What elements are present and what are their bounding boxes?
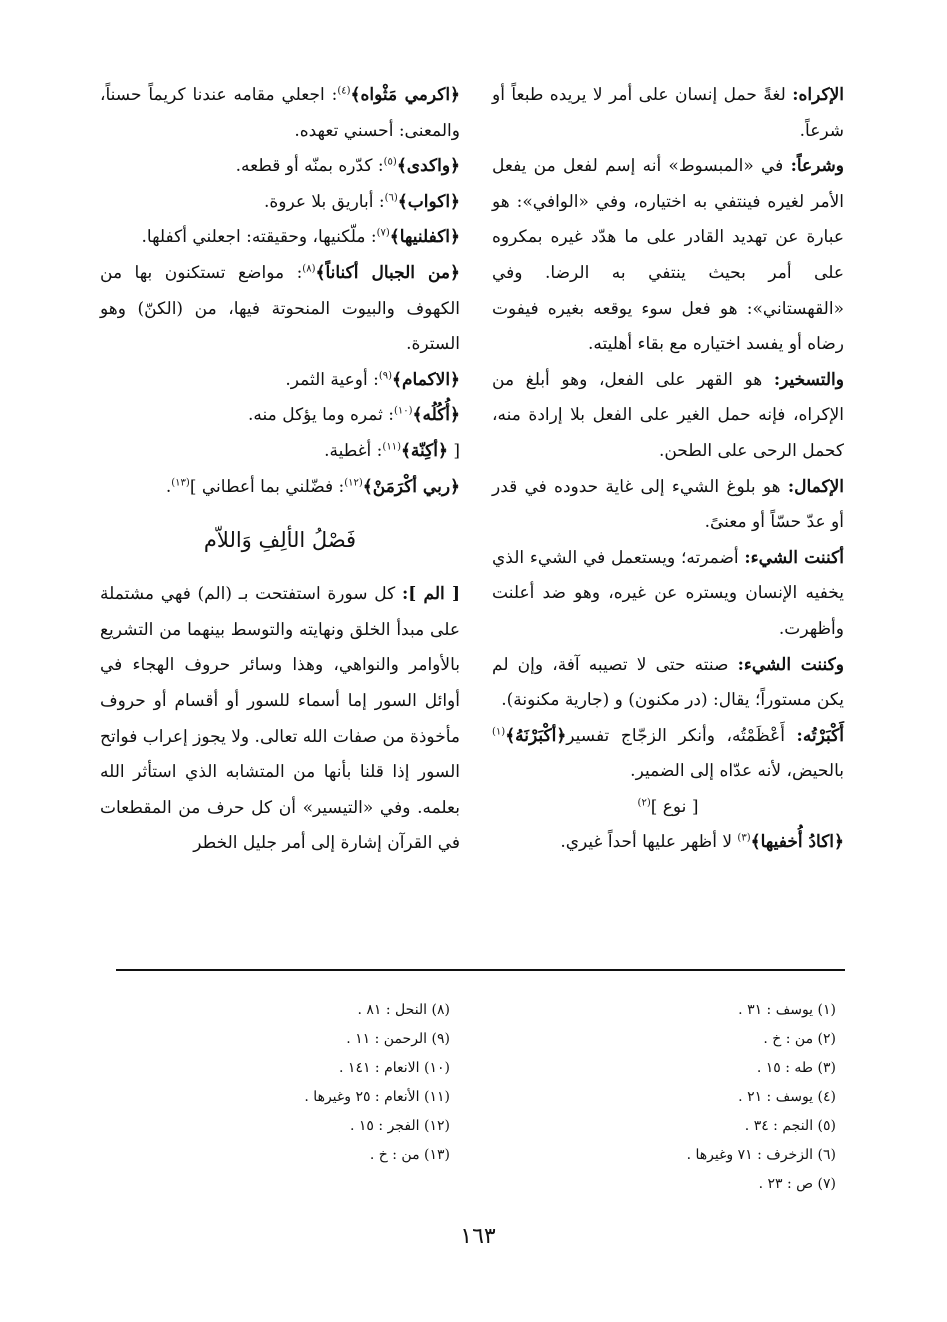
entry-text: : ملّكنيها، وحقيقته: اجعلني أكفلها.	[141, 227, 377, 248]
entry-term: أكننت الشيء:	[744, 547, 844, 568]
entry-text: : أغطية.	[324, 440, 383, 461]
entry-text: هو بلوغ الشيء إلى غاية حدوده في قدر أو عدّ حسّاً أو معنىً.	[492, 476, 844, 533]
entry-text: في «المبسوط» أنه إسم لفعل من يفعل الأمر لغيره فينتفي به اختياره، وفي «الوافي»: هو عبارة عن تهديد القادر على ما هدّد غيره بمكروه على أمر بحيث ينتفي به الرضا. وفي «القهستاني»: هو فعل سوء يوقعه بغيره فيفوت رضاه أو يفسد اختياره مع بقاء أهليته.	[492, 156, 844, 355]
entry	[492, 363, 844, 470]
entry-term: وشرعاً:	[790, 156, 844, 177]
left-column	[100, 78, 460, 862]
footnote-ref: (٩)	[378, 370, 393, 382]
footnote: (٧) ص : ٢٣ .	[758, 1176, 836, 1192]
quran-quote: ﴿أكِنّة﴾	[400, 440, 448, 461]
entry	[492, 790, 844, 826]
entry	[100, 149, 460, 185]
footnote: (١١) الأنعام : ٢٥ وغيرها .	[304, 1089, 450, 1105]
entry-text: : أباريق بلا عروة.	[263, 191, 385, 212]
footnote-ref: (١٠)	[393, 405, 413, 417]
footnote: (٣) طه : ١٥ .	[756, 1060, 836, 1076]
footnote: (٥) النجم : ٣٤ .	[744, 1118, 836, 1134]
footnote-ref: (١٣)	[171, 476, 190, 488]
entry-text: لا أظهر عليها أحداً غيري.	[560, 832, 738, 853]
entry-term: وكننت الشيء:	[737, 654, 844, 675]
quran-quote: ﴿أكْبَرْنَهُ﴾	[505, 725, 567, 746]
footnote-ref: (٦)	[384, 192, 398, 204]
footnote: (٤) يوسف : ٢١ .	[738, 1089, 836, 1105]
footnote: (٢) من : خ .	[763, 1031, 836, 1047]
entry	[492, 719, 844, 790]
entry-text: صنته حتى لا تصيبه آفة، وإن لم يكن مستوراً؛ يقال: (در مكنون) و (جارية مكنونة).	[492, 654, 844, 711]
entry	[100, 470, 460, 506]
footnote-ref: (٣)	[737, 832, 751, 844]
entry-term: [ الم ]:	[401, 584, 461, 605]
footnote-ref: (٧)	[376, 227, 390, 239]
entry-text: : أوعية الثمر.	[285, 369, 379, 390]
quran-quote: ﴿أُكُلُه﴾	[412, 405, 460, 426]
entry-text: أَعْظَمْتُه، وأنكر الزجّاج تفسير	[566, 725, 797, 746]
quran-quote: ﴿اكرمي مَثْواه﴾	[350, 85, 461, 105]
entry	[492, 648, 844, 719]
entry	[492, 149, 844, 363]
entry-text: : فضّلني بما أعطاني ]	[189, 476, 345, 497]
entry-text: .	[165, 476, 172, 497]
quran-quote: ﴿من الجبال أكناناً﴾	[315, 262, 460, 283]
footnotes-left	[150, 996, 450, 1170]
footnote-ref: (٤)	[337, 85, 351, 97]
entry	[100, 434, 460, 470]
entry-term: الإكمال:	[787, 476, 844, 497]
section-title: فَصْلُ الألِفِ وَاللاّم	[203, 528, 357, 553]
entry-text: : اجعلي مقامه عندنا كريماً حسناً، والمعنى: أحسني تعهده.	[100, 85, 460, 141]
right-column	[492, 78, 844, 861]
entry-text: بالحيض، لأنه عدّاه إلى الضمير.	[630, 761, 844, 782]
entry	[492, 825, 844, 861]
footnote: (١٢) الفجر : ١٥ .	[350, 1118, 450, 1134]
footnotes-right	[560, 996, 836, 1199]
entry	[100, 220, 460, 256]
footnote-ref: (٢)	[637, 797, 651, 809]
footnote-ref: (١٢)	[344, 476, 363, 488]
entry	[492, 78, 844, 149]
entry-text: : مواضع تستكنون بها من الكهوف والبيوت المنحوتة فيها، من (الكنّ) وهو السترة.	[100, 262, 460, 355]
quran-quote: ﴿ربي أكْرَمَنْ﴾	[362, 476, 460, 497]
footnote-ref: (٨)	[302, 263, 316, 275]
entry-bracket: [	[447, 440, 460, 461]
footnote: (٦) الزخرف : ٧١ وغيرها .	[686, 1147, 836, 1163]
entry-text: كل سورة استفتحت بـ (الم) فهي مشتملة على مبدأ الخلق ونهايته والتوسط بينهما من التشريع بالأوامر والنواهي، وهذا وسائر حروف الهجاء في أوائل السور إما أسماء للسور أو أقسام أو حروف مأخوذة من صفات الله تعالى. ولا يجوز إعراب فواتح السور إذا قلنا بأنها من المتشابه الذي استأثر الله بعلمه. وفي «التيسير» أن كل حرف من المقطعات في القرآن إشارة إلى أمر جليل الخطر	[100, 584, 460, 854]
footnote: (١٣) من : خ .	[369, 1147, 450, 1163]
entry-text: أضمرته؛ ويستعمل في الشيء الذي يخفيه الإنسان ويستره عن غيره، وهو ضد أعلنت وأظهرت.	[492, 547, 844, 639]
quran-quote: ﴿الاكمام﴾	[392, 369, 460, 390]
entry	[100, 78, 460, 149]
entry-term: والتسخير:	[773, 369, 844, 390]
entry-term: أَكْبَرْتُه:	[796, 725, 844, 746]
footnote: (٨) النحل : ٨١ .	[357, 1002, 450, 1018]
entry	[100, 363, 460, 399]
entry-text: : ثمره وما يؤكل منه.	[248, 405, 394, 426]
footnote: (٩) الرحمن : ١١ .	[346, 1031, 450, 1047]
entry	[100, 185, 460, 221]
footnote-ref: (٥)	[383, 156, 397, 168]
quran-quote: ﴿واكدى﴾	[396, 156, 460, 177]
left-column-continuation	[100, 577, 460, 862]
entry	[492, 470, 844, 541]
footnote-separator	[116, 969, 845, 971]
entry	[100, 577, 460, 862]
footnote: (١٠) الانعام : ١٤١ .	[339, 1060, 450, 1076]
footnote: (١) يوسف : ٣١ .	[738, 1002, 836, 1018]
quran-quote: ﴿اكادُ أُخفيها﴾	[750, 832, 844, 853]
entry-text: هو القهر على الفعل، وهو أبلغ من الإكراه، فإنه حمل الغير على الفعل بلا إرادة منه، كحمل الرحى على الطحن.	[492, 369, 844, 461]
quran-quote: ﴿اكواب﴾	[397, 191, 460, 212]
footnote-ref: (١)	[492, 726, 506, 738]
entry	[492, 541, 844, 648]
footnote-ref: (١١)	[382, 441, 401, 453]
entry-term: الإكراه:	[792, 85, 844, 105]
entry-heading: [ نوع ]	[650, 796, 699, 817]
entry-text: لغةً حمل إنسان على أمر لا يريده طبعاً أو شرعاً.	[492, 85, 844, 141]
left-column-entries	[100, 78, 460, 505]
entry-text: : كدّره بمنّه أو قطعه.	[235, 156, 384, 177]
entry	[100, 256, 460, 363]
quran-quote: ﴿اكفلنيها﴾	[389, 227, 460, 248]
entry	[100, 398, 460, 434]
page-number: ١٦٣	[460, 1224, 496, 1249]
